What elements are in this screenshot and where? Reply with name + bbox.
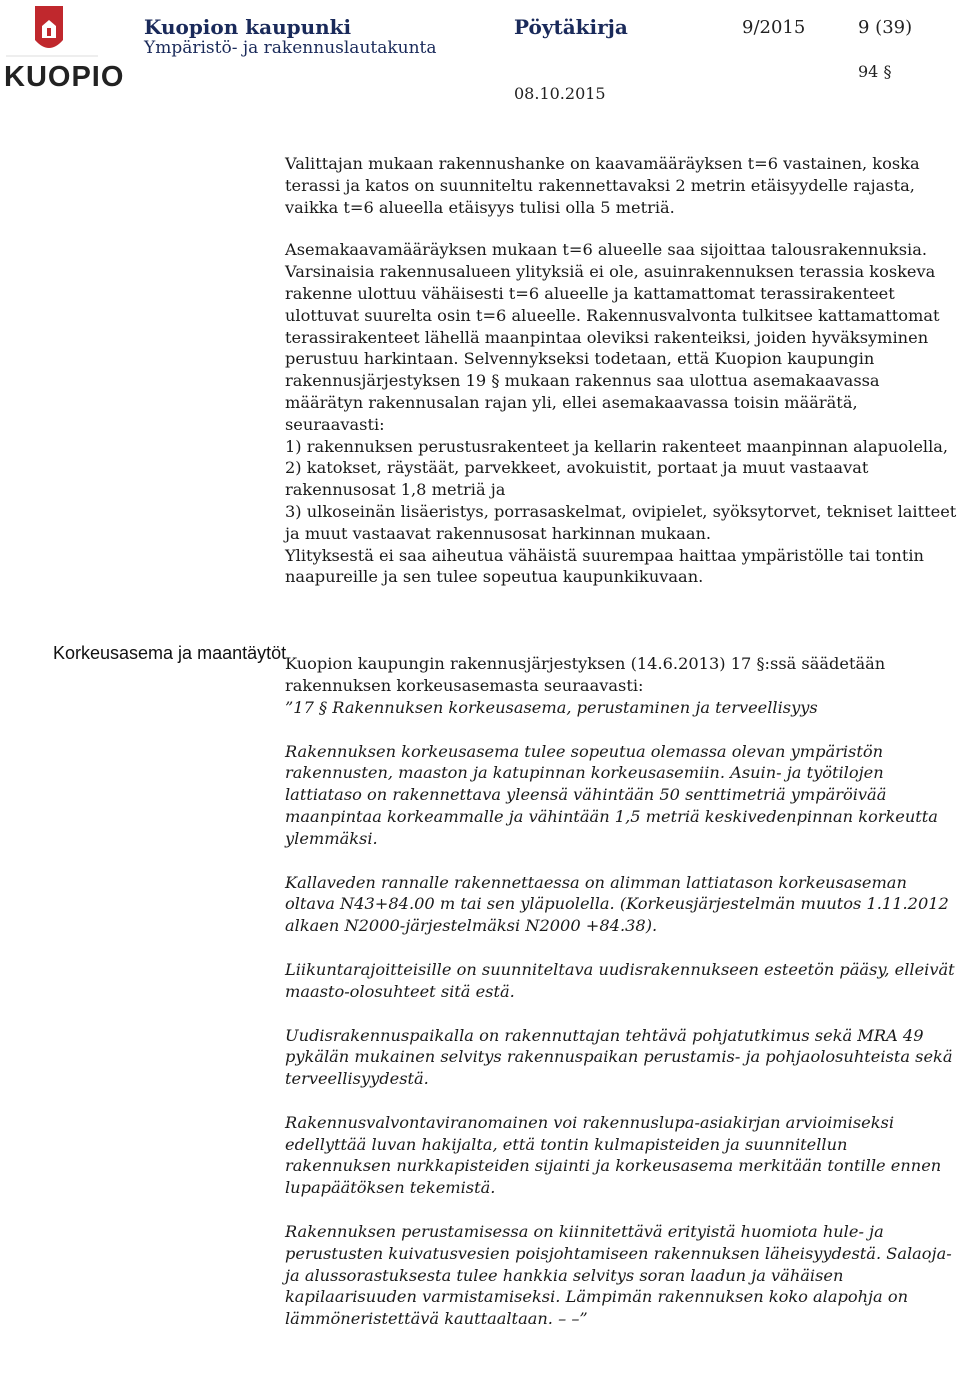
paragraph-appellant-claim: Valittajan mukaan rakennushanke on kaavamääräyksen t=6 vastainen, koska terassi ja katos on suunniteltu rakennettavaksi 2 metrin etäisyydelle rajasta, vaikka t=6 alueella etäisyys tulisi olla 5 metriä. (285, 154, 920, 217)
list-item-3: 3) ulkoseinän lisäeristys, porrasaskelmat, ovipielet, syöksytorvet, tekniset laitteet ja muut vastaavat rakennusosat harkinnan mukaan. (285, 501, 957, 543)
paragraph-overrun-note: Ylityksestä ei saa aiheutua vähäistä suurempaa haittaa ympäristölle tai tontin naapureille ja sen tulee sopeutua kaupunkikuvaan. (285, 545, 924, 587)
side-heading: Korkeusasema ja maantäytöt (53, 643, 287, 663)
department-name: Ympäristö- ja rakennuslautakunta (144, 38, 437, 58)
meeting-date: 08.10.2015 (514, 84, 606, 103)
org-name: Kuopion kaupunki (144, 15, 352, 39)
body-text (285, 153, 957, 1330)
paragraph-plan-regulation: Asemakaavamääräyksen mukaan t=6 alueelle saa sijoittaa talousrakennuksia. Varsinaisia rakennusalueen ylityksiä ei ole, asuinrakennuksen terassia koskeva rakenne ulottuu vähäisesti t=6 alueelle ja kattamattomat terassirakenteet ulottuvat suurelta osin t=6 alueelle. Rakennusvalvonta tulkitsee kattamattomat terassirakenteet lähellä maanpintaa oleviksi rakenteiksi, joiden hyväksyminen perustuu harkintaan. Selvennykseksi todetaan, että Kuopion kaupungin rakennusjärjestyksen 19 § mukaan rakennus saa ulottua asemakaavassa määrätyn rakennusalan rajan yli, ellei asemakaavassa toisin määrätä, seuraavasti: (285, 240, 940, 434)
quote-paragraph-1: Rakennuksen korkeusasema tulee sopeutua olemassa olevan ympäristön rakennusten, maaston ja katupinnan korkeusasemiin. Asuin- ja työtilojen lattiataso on rakennettava yleensä vähintään 50 senttimetriä ympäröivää maanpintaa korkeammalle ja vähintään 1,5 metriä keskivedenpinnan korkeutta ylemmäksi. (285, 741, 938, 848)
quote-paragraph-6: Rakennuksen perustamisessa on kiinnitettävä erityistä huomiota hule- ja perustusten kuivatusvesien poisjohtamiseen rakennuksen läheisyydestä. Salaoja- ja alussorastuksesta tulee hankkia selvitys soran laadun ja vähäisen kapilaarisuuden varmistamiseksi. Lämpimän rakennuksen koko alapohja on lämmöneristettävä kauttaaltaan. – –” (285, 1222, 952, 1329)
paragraph-building-code-intro: Kuopion kaupungin rakennusjärjestyksen (14.6.2013) 17 §:ssä säädetään rakennuksen korkeusasemasta seuraavasti: (285, 654, 886, 695)
coat-of-arms-icon (4, 4, 125, 96)
list-item-2: 2) katokset, räystäät, parvekkeet, avokuistit, portaat ja muut vastaavat rakennusosat 1,8 metriä ja (285, 458, 869, 500)
quote-title: ”17 § Rakennuksen korkeusasema, perustaminen ja terveellisyys (285, 697, 818, 717)
document-number: 9/2015 (742, 17, 806, 38)
quote-paragraph-3: Liikuntarajoitteisille on suunniteltava uudisrakennukseen esteetön pääsy, elleivät maasto-olosuhteet sitä estä. (285, 959, 955, 1001)
section-number: 94 § (858, 62, 892, 81)
quote-paragraph-5: Rakennusvalvontaviranomainen voi rakennuslupa-asiakirjan arvioimiseksi edellyttää luvan hakijalta, että tontin kulmapisteiden ja suunnitellun rakennuksen nurkkapisteiden sijainti ja korkeusasema merkitään tontille ennen lupapäätöksen tekemistä. (285, 1112, 942, 1198)
document-type: Pöytäkirja (514, 15, 628, 39)
page-number: 9 (39) (858, 17, 913, 38)
list-item-1: 1) rakennuksen perustusrakenteet ja kellarin rakenteet maanpinnan alapuolella, (285, 436, 949, 456)
quote-paragraph-4: Uudisrakennuspaikalla on rakennuttajan tehtävä pohjatutkimus sekä MRA 49 pykälän mukainen selvitys rakennuspaikan perustamis- ja pohjaolosuhteista sekä terveellisyydestä. (285, 1025, 953, 1089)
logo-wordmark: KUOPIO (4, 61, 125, 93)
quote-paragraph-2: Kallaveden rannalle rakennettaessa on alimman lattiatason korkeusaseman oltava N43+84.00 m tai sen yläpuolella. (Korkeusjärjestelmän muutos 1.11.2012 alkaen N2000-järjestelmäksi N2000 +84.38). (285, 872, 949, 936)
kuopio-logo (4, 4, 125, 96)
